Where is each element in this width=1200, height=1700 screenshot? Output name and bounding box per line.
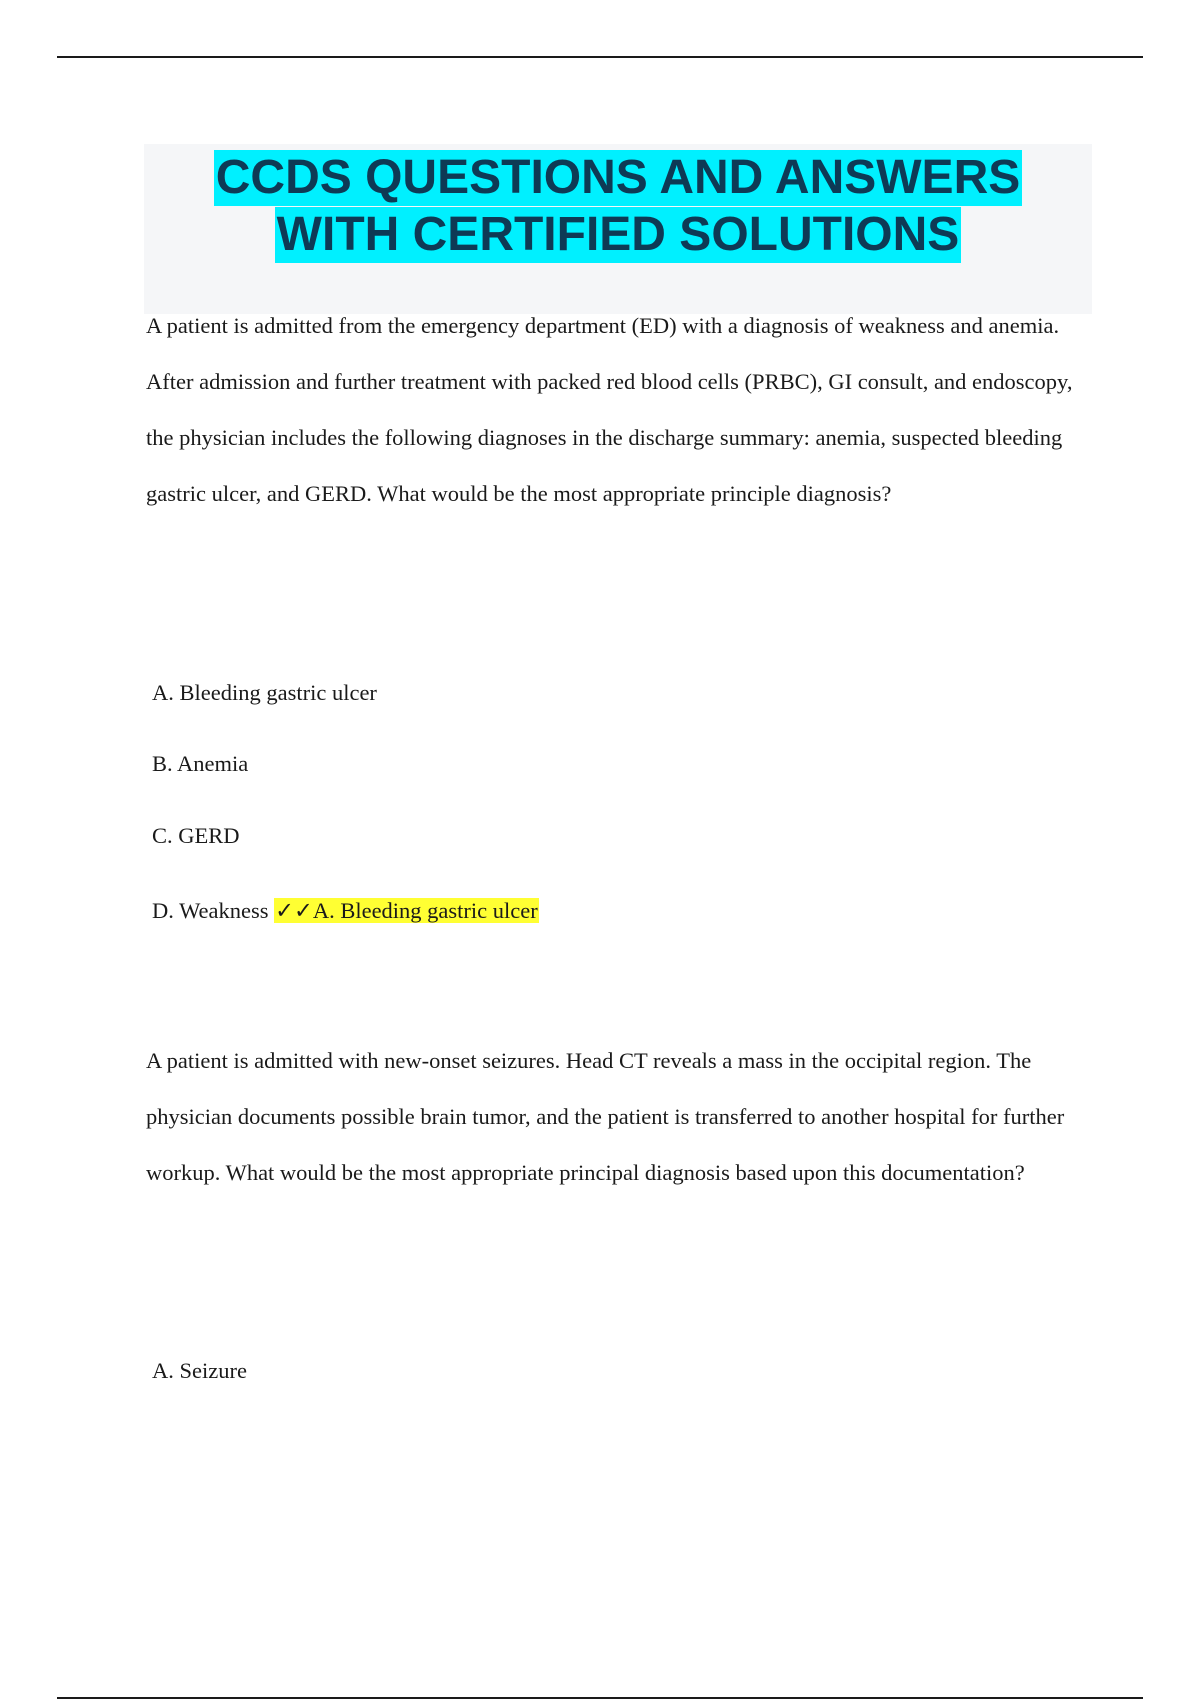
bottom-rule [57,1697,1143,1699]
question-1-option-d: D. Weakness [152,898,269,923]
document-title-line-2: WITH CERTIFIED SOLUTIONS [276,208,960,261]
question-1-option-c: C. GERD [152,823,240,848]
question-1-option-b: B. Anemia [152,751,249,776]
question-1-option-a: A. Bleeding gastric ulcer [152,680,377,705]
document-title-line-1: CCDS QUESTIONS AND ANSWERS [215,151,1021,204]
top-rule [57,56,1143,58]
question-1-text: A patient is admitted from the emergency department (ED) with a diagnosis of weakness and anemia. After admission and further treatment with packed red blood cells (PRBC), GI consult, and endoscopy, the physician includes the following diagnoses in the discharge summary: anemia, suspected bleeding gastric ulcer, and GERD. What would be the most appropriate principle diagnosis? [146,313,1073,506]
question-2-text: A patient is admitted with new-onset seizures. Head CT reveals a mass in the occipital region. The physician documents possible brain tumor, and the patient is transferred to another hospital for further workup. What would be the most appropriate principal diagnosis based upon this documentation? [146,1048,1065,1185]
question-1-answer: ✓✓A. Bleeding gastric ulcer [275,898,538,923]
question-1-option-d-row [152,896,539,926]
title-block [144,144,1092,314]
question-2-option-a: A. Seizure [152,1358,247,1383]
